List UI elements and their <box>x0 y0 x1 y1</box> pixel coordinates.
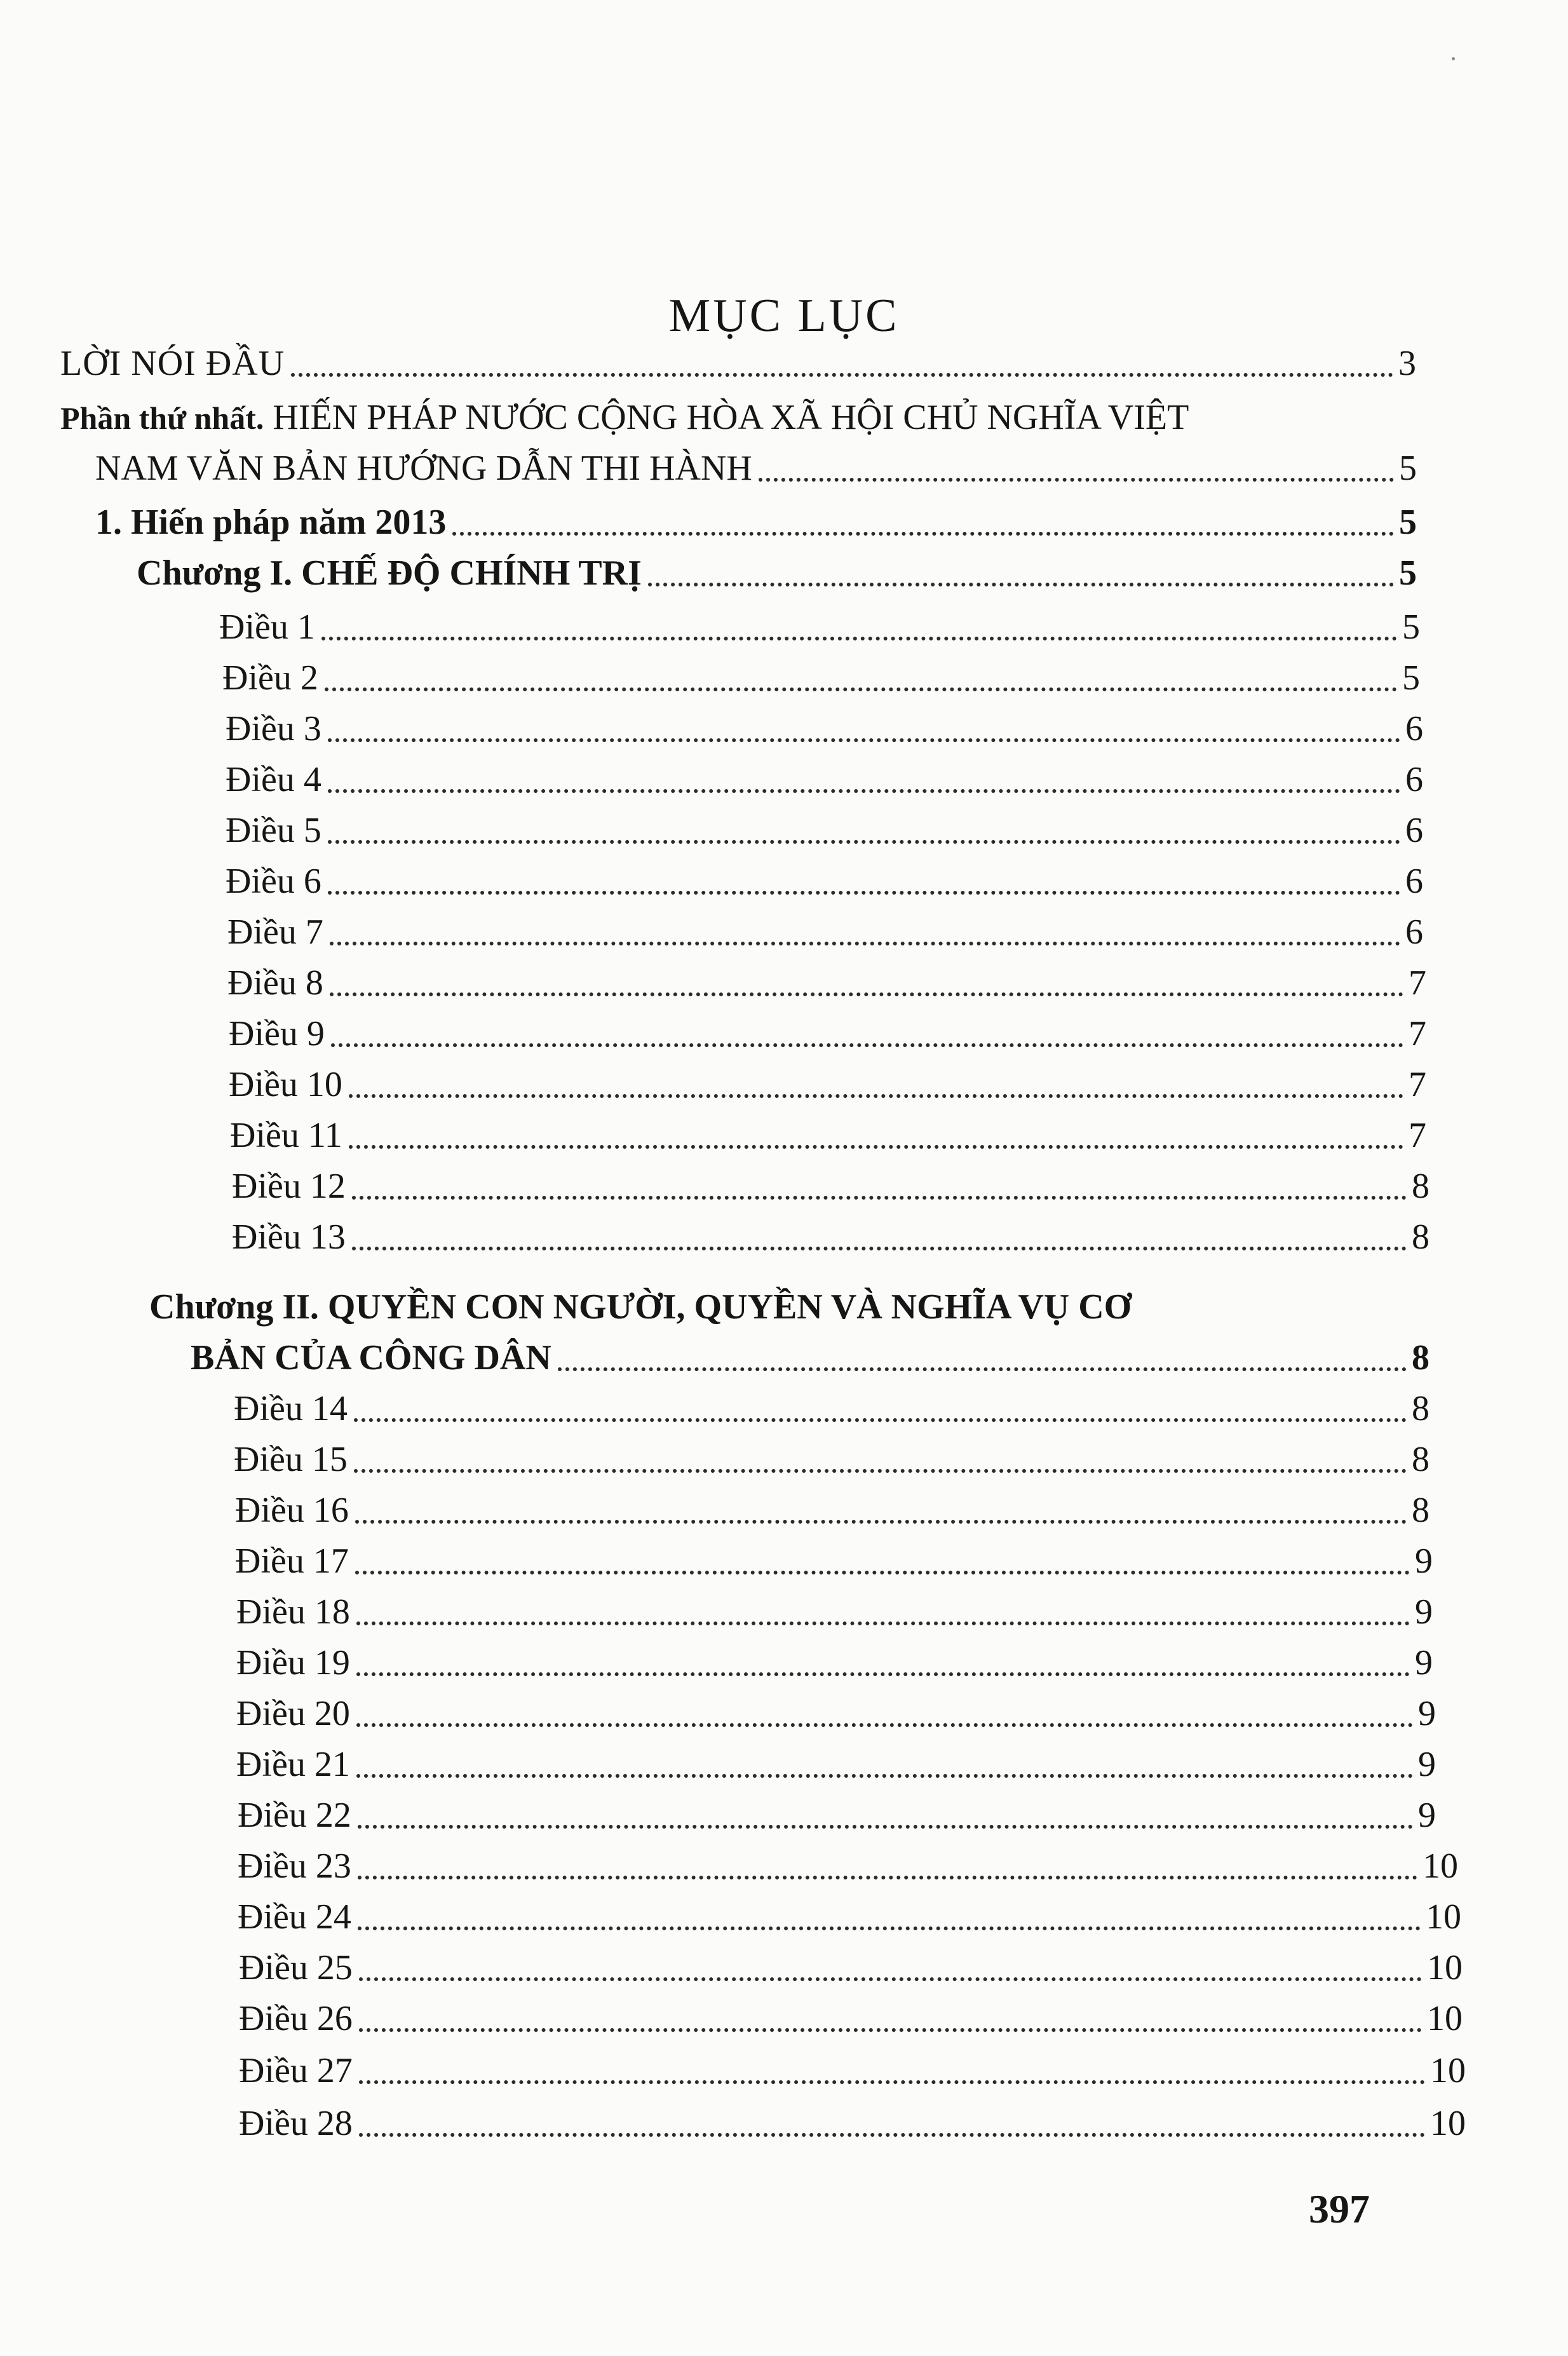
dot-leader <box>356 1672 1410 1676</box>
toc-entry-page: 10 <box>1427 1999 1463 2038</box>
dot-leader <box>359 2080 1425 2084</box>
dot-leader <box>355 1520 1407 1524</box>
toc-entry-label: Điều 17 <box>235 1541 349 1581</box>
toc-entry-label: Điều 11 <box>230 1116 342 1155</box>
toc-entry-page: 7 <box>1409 1014 1426 1053</box>
dot-leader <box>349 1094 1403 1098</box>
toc-entry-page: 10 <box>1426 1897 1461 1937</box>
toc-entry-article[interactable] <box>227 909 1423 956</box>
toc-entry-article[interactable] <box>239 1944 1463 1991</box>
part-prefix: Phần thứ nhất. <box>60 400 264 436</box>
toc-entry-page: 7 <box>1409 1065 1426 1104</box>
toc-entry-article[interactable] <box>239 1995 1463 2042</box>
toc-entry-chapter-2-line1: Chương II. QUYỀN CON NGƯỜI, QUYỀN VÀ NGHĨA VỤ CƠ <box>149 1287 1132 1327</box>
dot-leader <box>328 738 1400 742</box>
dot-leader <box>352 1196 1407 1200</box>
toc-entry-page: 8 <box>1412 1167 1429 1206</box>
toc-entry-page: 5 <box>1402 658 1420 698</box>
toc-entry-article[interactable] <box>236 1588 1433 1635</box>
dot-leader <box>648 583 1394 586</box>
toc-entry-label: Điều 21 <box>236 1745 350 1784</box>
toc-entry-label: Điều 26 <box>239 1999 353 2038</box>
dot-leader <box>759 478 1394 482</box>
toc-entry-page: 5 <box>1399 503 1417 542</box>
toc-entry-page: 6 <box>1405 811 1423 850</box>
toc-entry-article[interactable] <box>239 2100 1466 2147</box>
toc-entry-page: 5 <box>1399 449 1417 488</box>
toc-entry-part-one[interactable] <box>95 445 1417 492</box>
toc-entry-label: Điều 14 <box>234 1389 348 1428</box>
toc-entry-page: 6 <box>1405 862 1423 901</box>
toc-entry-page: 8 <box>1412 1217 1429 1257</box>
dot-leader <box>359 2133 1425 2137</box>
toc-entry-article[interactable] <box>226 756 1423 803</box>
toc-entry-constitution-2013[interactable] <box>95 499 1417 546</box>
toc-entry-page: 9 <box>1418 1796 1436 1835</box>
toc-entry-page: 9 <box>1415 1643 1433 1682</box>
toc-entry-label: Điều 20 <box>236 1694 350 1733</box>
toc-entry-article[interactable] <box>235 1487 1429 1534</box>
toc-entry-page: 7 <box>1409 1116 1426 1155</box>
dot-leader <box>355 1571 1410 1574</box>
toc-entry-page: 5 <box>1399 553 1417 593</box>
toc-entry-page: 9 <box>1418 1694 1436 1733</box>
toc-entry-article[interactable] <box>238 1893 1461 1940</box>
dot-leader <box>349 1145 1403 1149</box>
toc-entry-label: 1. Hiến pháp năm 2013 <box>95 503 447 542</box>
dot-leader <box>325 687 1397 691</box>
toc-entry-page: 3 <box>1398 344 1417 383</box>
toc-entry-label: Điều 1 <box>219 607 315 647</box>
toc-entry-page: 8 <box>1412 1440 1429 1479</box>
toc-entry-label: Điều 2 <box>222 658 318 698</box>
toc-entry-article[interactable] <box>235 1538 1433 1585</box>
toc-entry-page: 10 <box>1430 2051 1466 2090</box>
toc-entry-article[interactable] <box>236 1741 1436 1788</box>
toc-entry-label: Chương I. CHẾ ĐỘ CHÍNH TRỊ <box>137 553 642 593</box>
toc-entry-label: Điều 4 <box>226 760 321 799</box>
part-title-line1: HIẾN PHÁP NƯỚC CỘNG HÒA XÃ HỘI CHỦ NGHĨA VIỆT <box>273 398 1189 437</box>
toc-entry-label: Điều 28 <box>239 2104 353 2143</box>
toc-entry-label: Điều 23 <box>238 1846 351 1886</box>
toc-entry-article[interactable] <box>229 1061 1426 1108</box>
toc-entry-article[interactable] <box>232 1214 1429 1261</box>
dot-leader <box>558 1367 1407 1371</box>
toc-entry-label: Điều 18 <box>236 1592 350 1632</box>
toc-entry-label: Điều 15 <box>234 1440 348 1479</box>
page-title: MỤC LỤC <box>668 290 900 342</box>
dot-leader <box>356 1774 1413 1778</box>
toc-entry-article[interactable] <box>230 1112 1426 1159</box>
toc-entry-chapter-1[interactable] <box>137 550 1417 597</box>
toc-entry-article[interactable] <box>222 654 1420 701</box>
dot-leader <box>358 1926 1421 1930</box>
toc-entry-label: Điều 13 <box>232 1217 346 1257</box>
toc-entry-article[interactable] <box>226 705 1423 752</box>
toc-entry-label: Điều 24 <box>238 1897 351 1937</box>
toc-entry-label: Điều 22 <box>238 1796 351 1835</box>
toc-entry-page: 7 <box>1409 963 1426 1003</box>
toc-entry-label: Điều 19 <box>236 1643 350 1682</box>
dot-leader <box>331 1043 1403 1047</box>
dot-leader <box>330 992 1403 996</box>
dot-leader <box>452 532 1394 536</box>
toc-entry-label: Điều 27 <box>239 2051 353 2090</box>
toc-entry-label: Điều 5 <box>226 811 321 850</box>
toc-entry-label: Điều 9 <box>229 1014 325 1053</box>
dot-leader <box>359 2028 1422 2032</box>
dot-leader <box>356 1723 1413 1727</box>
dot-leader <box>358 1825 1413 1829</box>
toc-entry-page: 9 <box>1418 1745 1436 1784</box>
toc-entry-article[interactable] <box>219 604 1420 651</box>
toc-entry-article[interactable] <box>229 1010 1426 1057</box>
toc-entry-page: 8 <box>1412 1338 1429 1378</box>
toc-entry-page: 5 <box>1402 607 1420 647</box>
toc-entry-article[interactable] <box>239 2047 1466 2094</box>
toc-entry-article[interactable] <box>226 858 1423 905</box>
toc-entry-label: BẢN CỦA CÔNG DÂN <box>191 1338 551 1378</box>
toc-entry-label: NAM VĂN BẢN HƯỚNG DẪN THI HÀNH <box>95 449 752 488</box>
toc-entry-article[interactable] <box>236 1690 1436 1737</box>
dot-leader <box>352 1247 1407 1250</box>
page-number: 397 <box>1309 2186 1370 2231</box>
toc-entry-label: Điều 7 <box>227 912 323 952</box>
toc-entry-page: 10 <box>1427 1948 1463 1987</box>
dot-leader <box>330 942 1400 945</box>
toc-entry-page: 8 <box>1412 1491 1429 1530</box>
toc-entry-page: 6 <box>1405 709 1423 748</box>
dot-leader <box>328 891 1400 895</box>
dot-leader <box>354 1418 1407 1422</box>
toc-entry-foreword[interactable] <box>60 340 1417 387</box>
toc-entry-page: 8 <box>1412 1389 1429 1428</box>
dot-leader <box>328 840 1400 844</box>
toc-entry-article[interactable] <box>238 1792 1436 1839</box>
toc-entry-page: 9 <box>1415 1592 1433 1632</box>
dot-leader <box>354 1469 1407 1473</box>
toc-entry-label: Điều 8 <box>227 963 323 1003</box>
toc-entry-article[interactable] <box>232 1163 1429 1210</box>
toc-entry-page: 6 <box>1405 760 1423 799</box>
toc-entry-part-one-line1 <box>60 394 1189 442</box>
toc-entry-article[interactable] <box>238 1843 1458 1890</box>
dot-leader <box>359 1977 1422 1981</box>
toc-entry-chapter-2[interactable] <box>191 1334 1429 1381</box>
toc-entry-label: Điều 3 <box>226 709 321 748</box>
toc-entry-article[interactable] <box>226 807 1423 854</box>
toc-entry-article[interactable] <box>234 1385 1429 1432</box>
toc-entry-label: Điều 10 <box>229 1065 342 1104</box>
toc-entry-label: Điều 6 <box>226 862 321 901</box>
toc-entry-label: LỜI NÓI ĐẦU <box>60 344 285 383</box>
dot-leader <box>328 789 1400 793</box>
toc-entry-page: 10 <box>1430 2104 1466 2143</box>
toc-entry-page: 9 <box>1415 1541 1433 1581</box>
dot-leader <box>291 373 1393 377</box>
dot-leader <box>356 1621 1410 1625</box>
toc-entry-article[interactable] <box>234 1436 1429 1483</box>
toc-entry-label: Điều 12 <box>232 1167 346 1206</box>
toc-entry-label: Điều 25 <box>239 1948 353 1987</box>
toc-entry-article[interactable] <box>236 1639 1433 1686</box>
dot-leader <box>358 1876 1417 1879</box>
dot-leader <box>321 637 1397 640</box>
toc-entry-label: Điều 16 <box>235 1491 349 1530</box>
toc-entry-page: 10 <box>1423 1846 1458 1886</box>
toc-entry-page: 6 <box>1405 912 1423 952</box>
toc-entry-article[interactable] <box>227 959 1426 1006</box>
